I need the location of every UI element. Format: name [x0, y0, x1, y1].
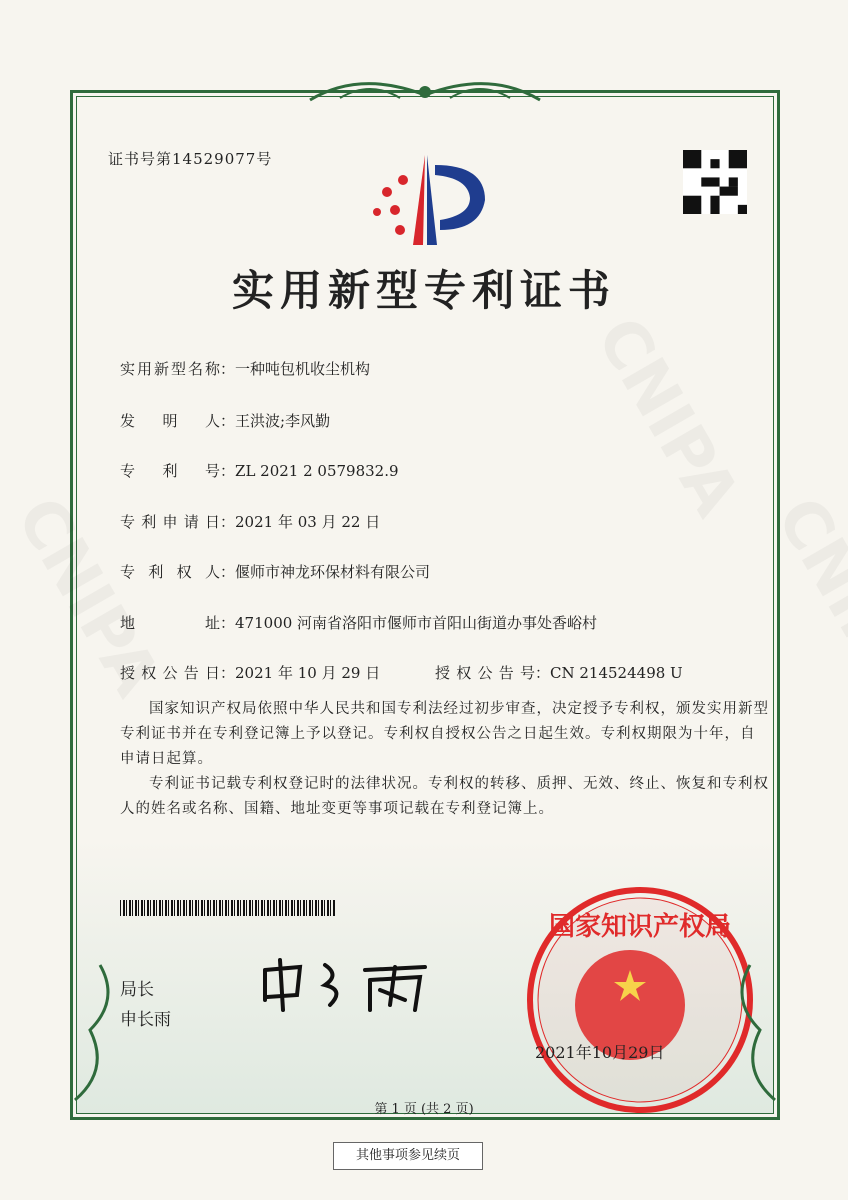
seal-date: 2021年10月29日 — [535, 1043, 665, 1062]
field-value: 偃师市神龙环保材料有限公司 — [235, 563, 431, 581]
seal-text: 国家知识产权局 — [548, 912, 732, 942]
certificate-number: 证书号第14529077号 — [108, 150, 273, 168]
field-utility-model-name: 实用新型名称：一种吨包机收尘机构 — [120, 360, 371, 378]
continuation-note: 其他事项参见续页 — [333, 1142, 483, 1170]
field-value: ZL 2021 2 0579832.9 — [235, 462, 399, 480]
field-inventor: 发明人：王洪波;李风勤 — [120, 412, 331, 430]
signatory-name: 申长雨 — [120, 1010, 171, 1030]
ornament-top — [300, 70, 550, 110]
qr-code — [683, 150, 747, 214]
page-number: 第 1 页 (共 2 页) — [374, 1102, 474, 1117]
signature — [255, 955, 440, 1015]
signatory-title: 局长 — [120, 980, 154, 1000]
field-value: 2021 年 10 月 29 日 — [235, 664, 381, 682]
ornament-bottom-left — [70, 960, 130, 1110]
ornament-bottom-right — [720, 960, 780, 1110]
barcode — [120, 900, 335, 916]
cnipa-logo — [365, 150, 490, 250]
field-value: CN 214524498 U — [550, 664, 683, 682]
field-patent-number: 专利号：ZL 2021 2 0579832.9 — [120, 462, 399, 480]
field-value: 一种吨包机收尘机构 — [235, 360, 371, 378]
field-grant-date: 授权公告日：2021 年 10 月 29 日 — [120, 664, 381, 682]
field-value: 2021 年 03 月 22 日 — [235, 513, 381, 531]
paragraph-grant: 国家知识产权局依照中华人民共和国专利法经过初步审查，决定授予专利权，颁发实用新型专利证书并在专利登记簿上予以登记。专利权自授权公告之日起生效。专利权期限为十年，自申请日起算。 — [120, 701, 769, 767]
field-application-date: 专利申请日：2021 年 03 月 22 日 — [120, 513, 381, 531]
field-patentee: 专利权人：偃师市神龙环保材料有限公司 — [120, 563, 431, 581]
field-value: 471000 河南省洛阳市偃师市首阳山街道办事处香峪村 — [235, 614, 598, 632]
field-value: 王洪波;李风勤 — [235, 412, 331, 430]
certificate-title: 实用新型专利证书 — [231, 266, 616, 315]
paragraph-legal-status: 专利证书记载专利权登记时的法律状况。专利权的转移、质押、无效、终止、恢复和专利权人的姓名或名称、国籍、地址变更等事项记载在专利登记簿上。 — [120, 776, 769, 817]
field-grant-number: 授权公告号：CN 214524498 U — [435, 664, 683, 682]
field-address: 地址：471000 河南省洛阳市偃师市首阳山街道办事处香峪村 — [120, 614, 598, 632]
